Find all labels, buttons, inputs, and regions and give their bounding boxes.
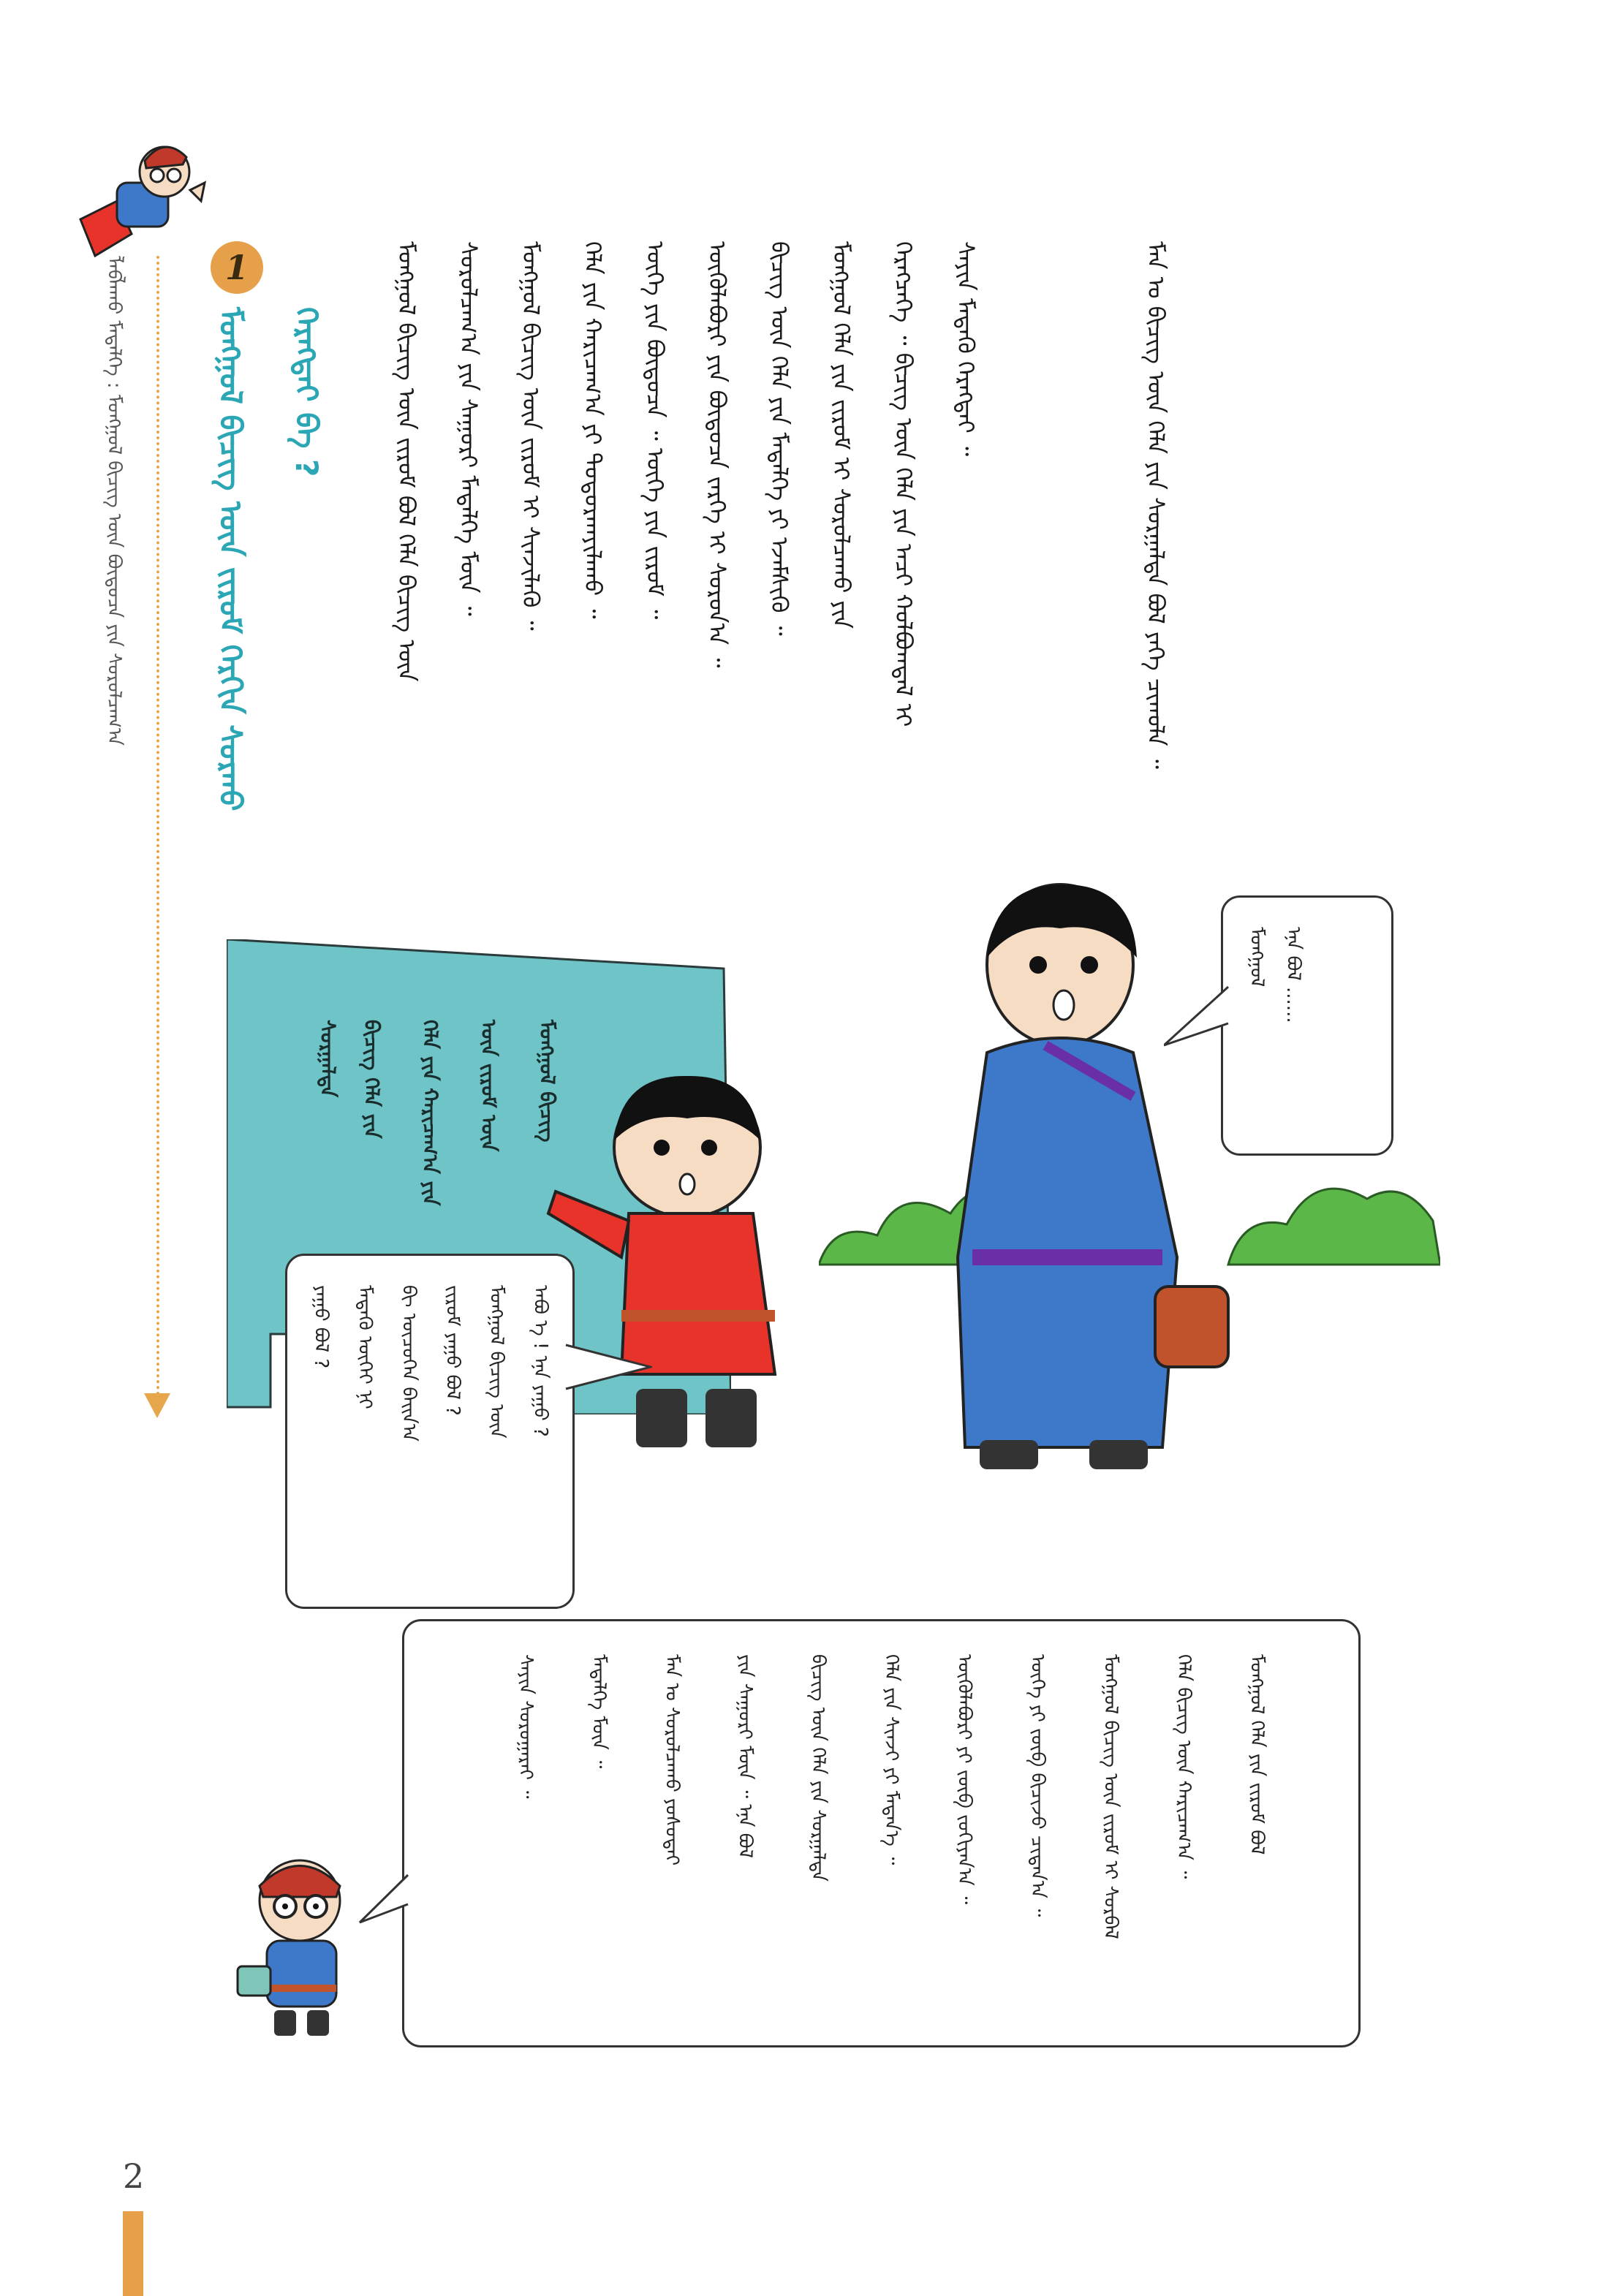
speech-bubble-adult [1221,895,1393,1156]
section-title-line: ᠬᠡᠷᠡᠭᠳᠡᠢ ᠪᠡ ? [289,307,325,477]
bubble-tail-adult [1164,980,1230,1053]
bubble-tail-child [564,1330,652,1403]
board-line: ᠰᠤᠷᠭᠠᠯᠲᠠ [316,1020,340,1098]
body-line: ᠦᠭᠦᠯᠡᠪᠦᠷᠢ ᠶᠢᠨ ᠪᠦᠲᠦᠴᠡ ᠵᠡᠷᠭᠡ ᠢ ᠰᠤᠷᠤᠨ᠎ᠠ ᠃ [703,241,731,668]
bubble-line: ᠶᠠᠭᠤ ᠪᠣᠯ ? [310,1285,332,1369]
board-line: ᠦᠨ ᠵᠢᠷᠤᠮ ᠦᠨ [477,1020,501,1152]
body-line: ᠦᠭᠡ ᠶᠢᠨ ᠪᠦᠲᠦᠴᠡ ᠃ ᠦᠭᠡ ᠶᠢᠨ ᠵᠢᠷᠤᠮ ᠃ [641,241,669,620]
body-line: ᠮᠣᠩᠭᠣᠯ ᠪᠢᠴᠢᠭ᠌ ᠦᠨ ᠵᠢᠷᠤᠮ ᠪᠣᠯ ᠬᠡᠯᠡ ᠪᠢᠴᠢᠭ᠌ ᠦᠨ [393,241,420,682]
adult-in-blue-robe [914,877,1257,1477]
body-line: ᠬᠡᠷᠡᠭᠴᠡᠭᠡ ᠃ ᠪᠢᠴᠢᠭ᠌ ᠦᠨ ᠬᠡᠯᠡ ᠶᠢᠨ ᠠᠴᠢ ᠬᠣᠯᠪᠣᠭᠳᠠᠯ ᠢ [890,241,918,727]
bubble-line: ᠬᠡᠯᠡ ᠪᠢᠴᠢᠭ᠌ ᠦᠨ ᠬᠠᠷᠢᠴᠠᠭ᠎ᠠ ᠃ [1173,1654,1195,1879]
bubble-line: ᠶᠢᠨ ᠰᠠᠭᠤᠷᠢ ᠮᠦᠨ ᠃ ᠡᠨᠡ ᠪᠣᠯ [734,1654,756,1858]
bubble-line: ᠮᠣᠩᠭᠣᠯ [1246,927,1268,988]
body-line: ᠮᠣᠩᠭᠣᠯ ᠬᠡᠯᠡ ᠶᠢᠨ ᠵᠢᠷᠤᠮ ᠢ ᠰᠤᠷᠤᠯᠴᠠᠬᠤ ᠶᠢᠨ [828,241,855,629]
bubble-line: ᠪᠢᠴᠢᠭ᠌ ᠦᠨ ᠬᠡᠯᠡ ᠶᠢᠨ ᠰᠤᠷᠭᠠᠯᠲᠠ [807,1654,829,1882]
bubble-line: ᠬᠡᠯᠡ ᠶᠢᠨ ᠰᠢᠨᠵᠢ ᠶᠢ ᠮᠡᠳᠡᠨ᠎ᠡ ᠃ [880,1654,902,1865]
bubble-line: ᠠᠪᠤ ᠡ ! ᠡᠨᠡ ᠶᠠᠭᠤ ? [529,1285,551,1437]
speech-bubble-guide [402,1619,1361,2047]
bubble-line: ᠦᠭᠡ ᠶᠢ ᠵᠦᠪ ᠪᠢᠴᠢᠵᠦ ᠴᠢᠳᠠᠨ᠎ᠠ ᠃ [1026,1654,1048,1917]
bubble-line: ᠮᠡᠳᠡᠯᠭᠡ ᠮᠦᠨ ᠃ [588,1654,610,1769]
bubble-line: ᠮᠣᠩᠭᠣᠯ ᠪᠢᠴᠢᠭ᠌ ᠦᠨ [485,1285,507,1439]
page-accent-bar [123,2211,143,2296]
bubble-line: ᠮᠡᠳᠡᠬᠦ ᠦᠭᠡᠢ ᠨᠢ [354,1285,376,1409]
header-dotted-rule [156,256,159,1396]
bubble-line: ᠮᠣᠩᠭᠣᠯ ᠬᠡᠯᠡ ᠶᠢᠨ ᠵᠢᠷᠤᠮ ᠪᠣᠯ [1246,1654,1268,1855]
body-line: ᠪᠢᠴᠢᠭ᠌ ᠦᠨ ᠬᠡᠯᠡ ᠶᠢᠨ ᠮᠡᠳᠡᠯᠭᠡ ᠶᠢ ᠡᠵᠡᠮᠰᠢᠬᠦ ᠃ [765,241,793,636]
section-number-badge: 1 [211,241,263,294]
speech-bubble-child [285,1254,575,1609]
bubble-line: ᠰᠠᠶᠢᠨ ᠰᠤᠷᠤᠭᠠᠷᠠᠢ ᠃ [515,1654,537,1799]
body-line: ᠰᠤᠷᠤᠯᠴᠠᠭ᠎ᠠ ᠶᠢᠨ ᠰᠠᠭᠤᠷᠢ ᠮᠡᠳᠡᠯᠭᠡ ᠮᠦᠨ ᠃ [455,241,483,616]
bubble-line: ᠡᠨᠡ ᠪᠣᠯ ...... [1282,927,1304,1023]
body-line: ᠰᠠᠶᠢᠨ ᠮᠡᠳᠡᠬᠦ ᠬᠡᠷᠡᠭᠲᠡᠢ ᠃ [952,241,980,457]
board-line: ᠪᠢᠴᠢᠭ᠌ ᠬᠡᠯᠡ ᠶᠢᠨ [360,1020,384,1139]
bubble-line: ᠦᠭᠦᠯᠡᠪᠦᠷᠢ ᠶᠢ ᠵᠦᠪ ᠵᠣᠬᠢᠶᠠᠨ᠎ᠠ ᠃ [953,1654,975,1905]
bubble-line: ᠮᠠᠨ ᠤ ᠰᠤᠷᠤᠯᠴᠠᠬᠤ ᠶᠣᠰᠣᠲᠠᠢ [661,1654,683,1866]
flying-boy-mascot [66,132,212,270]
page-number: 2 [123,2156,145,2196]
board-line: ᠮᠣᠩᠭᠣᠯ ᠪᠢᠴᠢᠭ᠌ [535,1020,559,1143]
guide-boy-mascot [227,1842,373,2039]
section-title-line: ᠮᠣᠩᠭᠣᠯ ᠪᠢᠴᠢᠭ᠌ ᠦᠨ ᠵᠢᠷᠤᠮ ᠬᠡᠷᠬᠢᠨ ᠰᠤᠷᠬᠤ [213,307,249,811]
body-line: ᠮᠣᠩᠭᠣᠯ ᠪᠢᠴᠢᠭ᠌ ᠦᠨ ᠵᠢᠷᠤᠮ ᠢ ᠰᠢᠨᠵᠢᠯᠡᠬᠦ ᠃ [517,241,545,631]
body-line: ᠮᠠᠨ ᠤ ᠪᠢᠴᠢᠭ᠌ ᠦᠨ ᠬᠡᠯᠡ ᠶᠢᠨ ᠰᠤᠷᠭᠠᠯᠲᠠ ᠪᠣᠯ ᠶᠡᠬᠡ ᠴᠢᠬᠤᠯᠠ ᠃ [1142,241,1170,769]
bubble-line: ᠵᠢᠷᠤᠮ ᠶᠠᠭᠤ ᠪᠣᠯ ? [442,1285,464,1416]
bubble-line: ᠪᠢ ᠦᠴᠦᠬᠡᠨ ᠪᠠᠢᠨ᠎ᠠ [398,1285,420,1442]
board-line: ᠬᠡᠯᠡ ᠶᠢᠨ ᠬᠠᠷᠢᠴᠠᠭ᠎ᠠ ᠶᠢᠨ [418,1020,442,1206]
body-line: ᠬᠡᠯᠡ ᠶᠢᠨ ᠬᠠᠷᠢᠴᠠᠭ᠎ᠠ ᠶᠢ ᠲᠣᠳᠣᠷᠬᠠᠶᠢᠯᠠᠬᠤ ᠃ [579,241,607,619]
header-arrow-icon [144,1393,170,1418]
running-head: ᠯᠠᠪᠯᠠᠬᠤ ᠮᠡᠳᠡᠯᠭᠡ : ᠮᠣᠩᠭᠣᠯ ᠪᠢᠴᠢᠭ᠌ ᠦᠨ ᠪᠦᠲᠦᠴᠡ ᠶᠢᠨ ᠰᠤᠷᠤᠯᠴᠠᠭ᠎ᠠ [103,256,125,746]
bubble-line: ᠮᠣᠩᠭᠣᠯ ᠪᠢᠴᠢᠭ᠌ ᠦᠨ ᠵᠢᠷᠤᠮ ᠢ ᠰᠤᠷᠪᠠᠯ [1100,1654,1121,1939]
